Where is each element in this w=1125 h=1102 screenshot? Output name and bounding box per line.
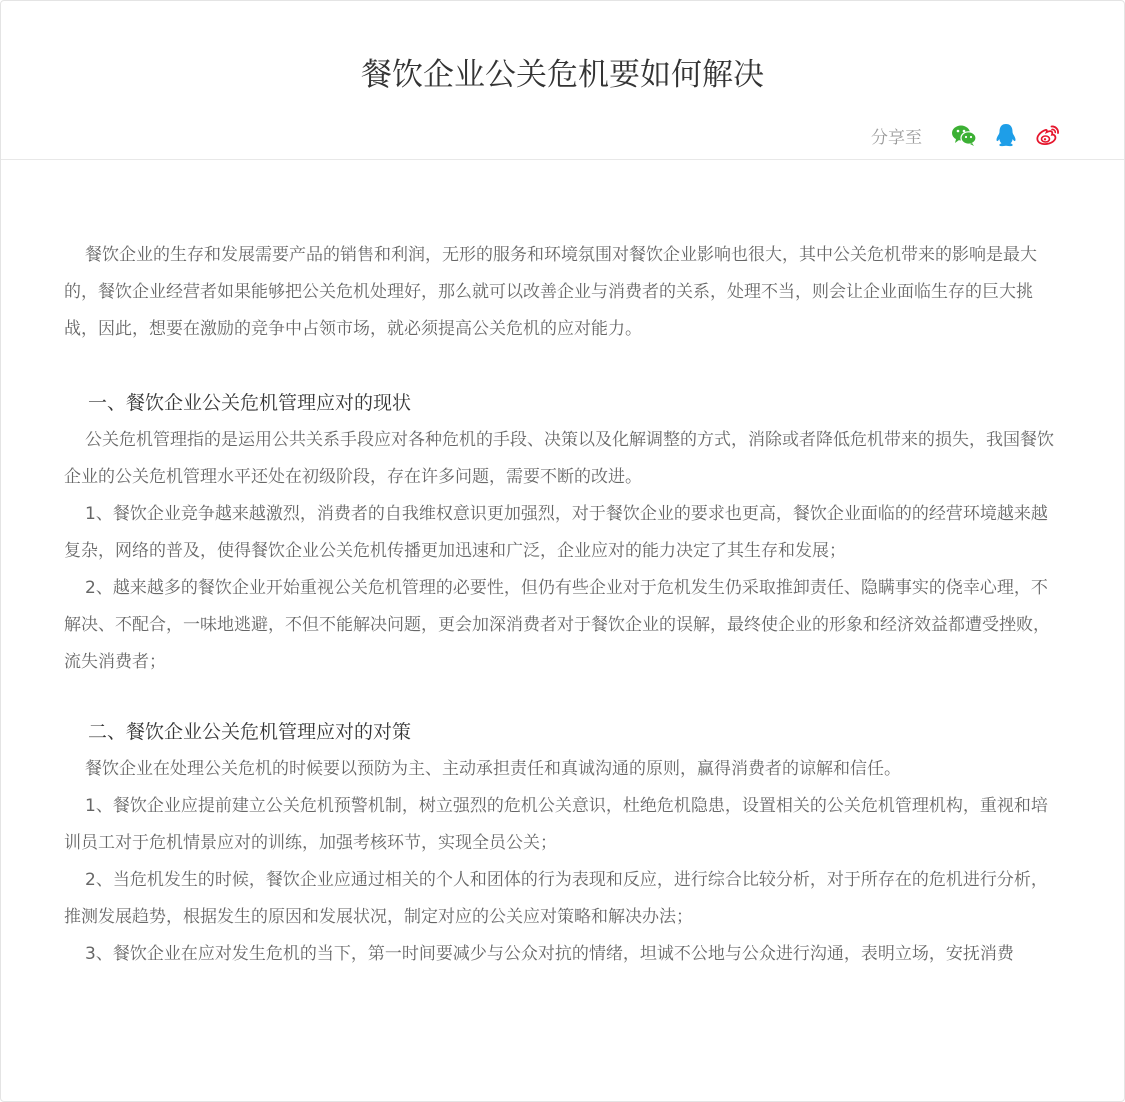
body-paragraph: 3、餐饮企业在应对发生危机的当下，第一时间要减少与公众对抗的情绪，坦诚不公地与公众进行沟通，表明立场，安抚消费 <box>85 944 1014 964</box>
qq-icon[interactable] <box>992 121 1020 149</box>
body-paragraph: 2、越来越多的餐饮企业开始重视公关危机管理的必要性，但仍有些企业对于危机发生仍采取推卸责任、隐瞒事实的侥幸心理，不解决、不配合，一味地逃避，不但不能解决问题，更会加深消费者对于餐饮企业的误解，最终使企业的形象和经济效益都遭受挫败，流失消费者； <box>64 578 1050 672</box>
body-paragraph: 公关危机管理指的是运用公共关系手段应对各种危机的手段、决策以及化解调整的方式，消除或者降低危机带来的损失，我国餐饮企业的公关危机管理水平还处在初级阶段，存在许多问题，需要不断的改进。 <box>64 430 1054 487</box>
section-heading: 二、餐饮企业公关危机管理应对的对策 <box>88 721 412 743</box>
wechat-icon[interactable] <box>950 121 978 149</box>
article-title: 餐饮企业公关危机要如何解决 <box>361 57 764 93</box>
section-heading: 一、餐饮企业公关危机管理应对的现状 <box>88 392 412 414</box>
article-header <box>1 1 1124 160</box>
body-paragraph: 1、餐饮企业应提前建立公关危机预警机制，树立强烈的危机公关意识，杜绝危机隐患，设置相关的公关危机管理机构，重视和培训员工对于危机情景应对的训练，加强考核环节，实现全员公关； <box>64 796 1048 853</box>
intro-paragraph: 餐饮企业的生存和发展需要产品的销售和利润，无形的服务和环境氛围对餐饮企业影响也很大，其中公关危机带来的影响是最大的，餐饮企业经营者如果能够把公关危机处理好，那么就可以改善企业与消费者的关系，处理不当，则会让企业面临生存的巨大挑战，因此，想要在激励的竞争中占领市场，就必须提高公关危机的应对能力。 <box>64 245 1037 339</box>
weibo-icon[interactable] <box>1034 121 1062 149</box>
body-paragraph: 餐饮企业在处理公关危机的时候要以预防为主、主动承担责任和真诚沟通的原则，赢得消费者的谅解和信任。 <box>85 759 901 779</box>
share-label: 分享至 <box>871 127 922 148</box>
body-paragraph: 1、餐饮企业竞争越来越激烈，消费者的自我维权意识更加强烈，对于餐饮企业的要求也更高，餐饮企业面临的的经营环境越来越复杂，网络的普及，使得餐饮企业公关危机传播更加迅速和广泛，企业应对的能力决定了其生存和发展； <box>64 504 1048 561</box>
article-body <box>64 237 1064 973</box>
share-bar <box>871 121 1062 149</box>
body-paragraph: 2、当危机发生的时候，餐饮企业应通过相关的个人和团体的行为表现和反应，进行综合比较分析，对于所存在的危机进行分析，推测发展趋势，根据发生的原因和发展状况，制定对应的公关应对策略和解决办法； <box>64 870 1048 927</box>
spacer <box>64 681 1064 714</box>
spacer <box>64 348 1064 385</box>
